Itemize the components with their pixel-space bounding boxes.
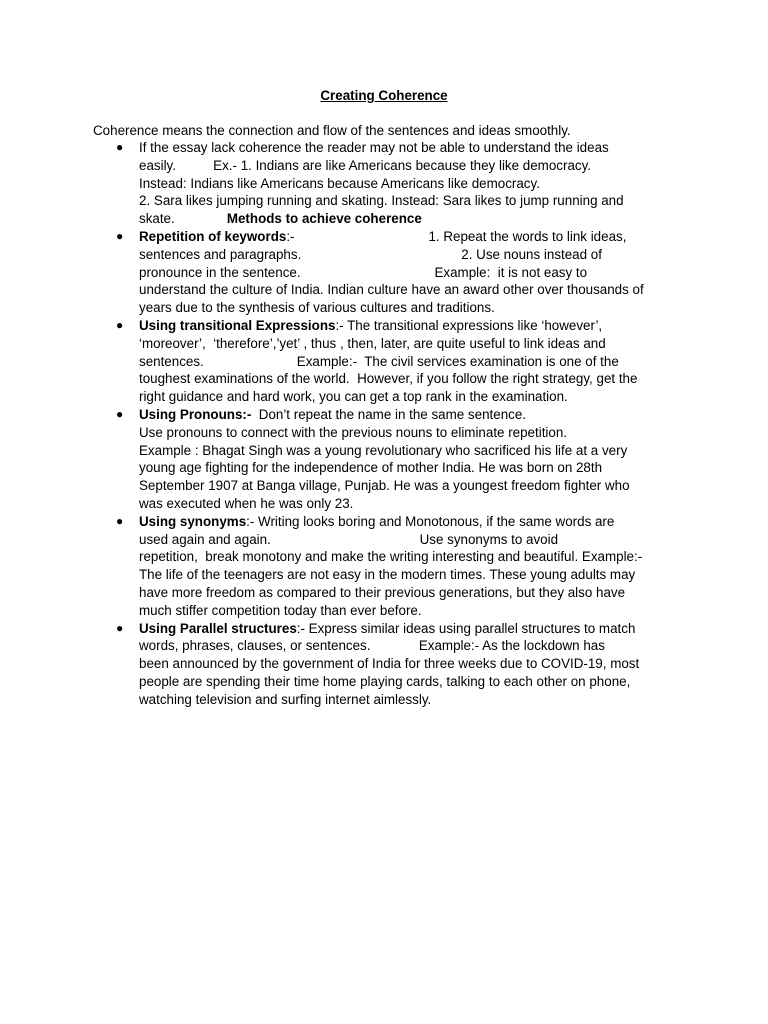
- text-segment: :- The transitional expressions like ‘however’,: [335, 317, 603, 333]
- section-heading: Methods to achieve coherence: [226, 211, 422, 227]
- list-item: [0, 513, 684, 620]
- text-line: right guidance and hard work, you can get a top rank in the examination.: [139, 389, 568, 405]
- document-title: Creating Coherence: [320, 88, 448, 103]
- text-line: The life of the teenagers are not easy in the modern times. These young adults may: [139, 567, 636, 583]
- text-line: repetition, break monotony and make the writing interesting and beautiful. Example:-: [139, 549, 643, 565]
- text-segment: Don’t repeat the name in the same sentence.: [251, 406, 526, 422]
- text-line: have more freedom as compared to their previous generations, but they also have: [139, 584, 626, 600]
- list-item: [0, 406, 684, 513]
- bullet-list: [0, 139, 768, 709]
- text-line: sentences and paragraphs. 2. Use nouns instead of: [139, 246, 602, 262]
- intro-paragraph: Coherence means the connection and flow of the sentences and ideas smoothly.: [93, 123, 571, 138]
- bullet-icon: ●: [116, 228, 124, 243]
- bullet-icon: ●: [116, 317, 124, 332]
- text-line: Example : Bhagat Singh was a young revolutionary who sacrificed his life at a very: [139, 442, 628, 458]
- text-line: pronounce in the sentence. Example: it is not easy to: [139, 264, 588, 280]
- text-line: [139, 406, 684, 424]
- text-line: words, phrases, clauses, or sentences. Example:- As the lockdown has: [139, 638, 605, 654]
- text-line: used again and again. Use synonyms to avoid: [139, 531, 559, 547]
- item-heading: Using transitional Expressions: [139, 317, 336, 333]
- text-line: Instead: Indians like Americans because Americans like democracy.: [139, 175, 540, 191]
- item-heading: Using Parallel structures: [139, 620, 297, 636]
- text-line: young age fighting for the independence of mother India. He was born on 28th: [139, 460, 603, 476]
- bullet-icon: ●: [116, 140, 124, 154]
- text-line: [139, 228, 684, 246]
- list-item: [0, 317, 684, 406]
- bullet-icon: ●: [116, 406, 124, 421]
- item-heading: Using Pronouns:-: [139, 406, 252, 422]
- text-line: understand the culture of India. Indian culture have an award other over thousands of: [139, 282, 644, 298]
- text-segment: :- 1. Repeat the words to link ideas,: [286, 228, 627, 244]
- text-line: 2. Sara likes jumping running and skating. Instead: Sara likes to jump running and: [139, 193, 624, 209]
- text-line: people are spending their time home playing cards, talking to each other on phone,: [139, 673, 631, 689]
- text-line: been announced by the government of India for three weeks due to COVID-19, most: [139, 656, 640, 672]
- text-segment: :- Writing looks boring and Monotonous, if the same words are: [246, 513, 615, 529]
- text-line: [139, 210, 684, 228]
- item-heading: Repetition of keywords: [139, 228, 287, 244]
- text-line: [139, 317, 684, 335]
- text-line: Use pronouns to connect with the previous nouns to eliminate repetition.: [139, 424, 568, 440]
- list-item: [0, 620, 684, 709]
- text-line: If the essay lack coherence the reader may not be able to understand the ideas: [139, 140, 609, 155]
- text-line: sentences. Example:- The civil services examination is one of the: [139, 353, 619, 369]
- text-line: ‘moreover’, ‘therefore’,’yet’ , thus , then, later, are quite useful to link ideas and: [139, 335, 606, 351]
- text-segment: skate.: [139, 211, 175, 227]
- text-line: [139, 620, 684, 638]
- text-line: years due to the synthesis of various cultures and traditions.: [139, 300, 495, 316]
- text-segment: :- Express similar ideas using parallel structures to match: [296, 620, 636, 636]
- bullet-icon: ●: [116, 620, 124, 635]
- text-line: watching television and surfing internet aimlessly.: [139, 691, 432, 707]
- item-heading: Using synonyms: [139, 513, 247, 529]
- text-line: much stiffer competition today than ever before.: [139, 602, 422, 618]
- list-item: [0, 139, 684, 228]
- text-line: toughest examinations of the world. However, if you follow the right strategy, get the: [139, 371, 638, 387]
- text-line: September 1907 at Banga village, Punjab. He was a youngest freedom fighter who: [139, 478, 630, 494]
- text-line: easily. Ex.- 1. Indians are like Americans because they like democracy.: [139, 157, 592, 173]
- bullet-icon: ●: [116, 513, 124, 528]
- list-item: [0, 228, 684, 317]
- text-line: [139, 513, 684, 531]
- text-line: was executed when he was only 23.: [139, 495, 354, 511]
